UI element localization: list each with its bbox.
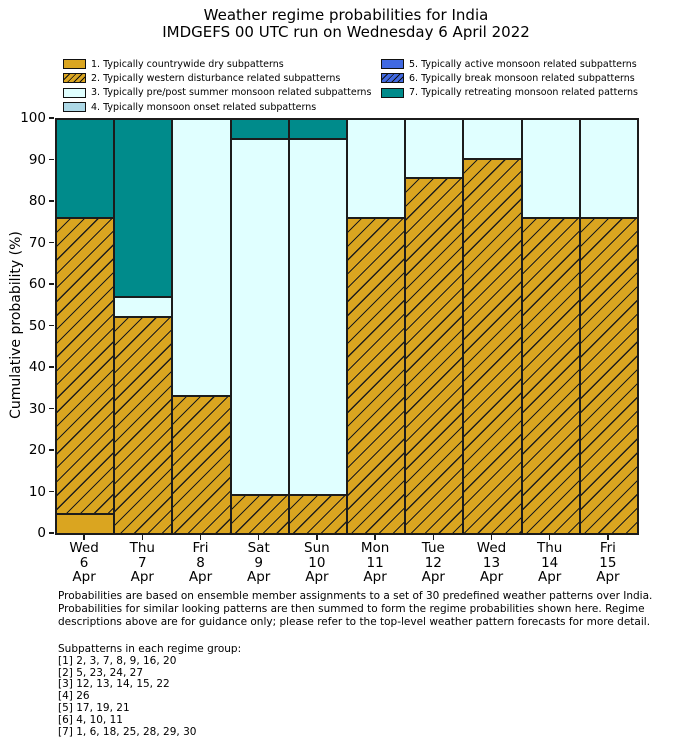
x-tick-label-line: 6 (79, 554, 89, 571)
y-tick-mark (49, 117, 55, 118)
legend-item-5 (381, 57, 637, 71)
x-tick-label-line: Apr (130, 569, 154, 585)
footnote-line: Probabilities for similar looking patterns are then summed to form the regime probabilities shown here. Regime (58, 603, 645, 615)
bar-segment-regime-7 (56, 119, 114, 218)
y-tick-mark (49, 283, 55, 284)
x-tick-label-line: Apr (363, 569, 387, 585)
legend-item-4 (63, 100, 316, 114)
x-tick-label-line: Mon (360, 540, 390, 556)
bar-segment-regime-3 (172, 119, 230, 396)
x-tick-label-line: 13 (482, 554, 501, 571)
x-tick-label-line: 11 (366, 554, 384, 571)
y-tick-label: 30 (28, 400, 46, 417)
bar-segment-regime-3 (347, 119, 405, 218)
bar-segment-regime-2 (114, 317, 172, 534)
x-tick-label-line: Apr (538, 569, 562, 585)
x-tick-label-line: 14 (541, 554, 559, 571)
legend-label: 5. Typically active monsoon related subpatterns (409, 58, 637, 70)
bar-sat-9-apr (231, 119, 289, 534)
legend-item-7 (381, 86, 638, 100)
x-tick-mark (200, 535, 201, 540)
bar-fri-8-apr (172, 119, 230, 534)
subpattern-item: [5] 17, 19, 21 (58, 701, 130, 714)
bar-sun-10-apr (289, 119, 347, 534)
bar-wed-13-apr (463, 119, 521, 534)
footnote-line: descriptions above are for guidance only; please refer to the top-level weather pattern forecasts for more detail. (58, 616, 651, 628)
subpattern-item: [1] 2, 3, 7, 8, 9, 16, 20 (58, 654, 177, 667)
bar-segment-regime-2 (522, 218, 580, 534)
legend-label: 7. Typically retreating monsoon related patterns (409, 87, 638, 99)
bar-segment-regime-7 (289, 119, 347, 139)
bar-fri-15-apr (580, 119, 638, 534)
x-tick-label-line: 10 (308, 554, 326, 571)
subpattern-item: [6] 4, 10, 11 (58, 713, 123, 726)
bar-segment-regime-3 (522, 119, 580, 218)
subpattern-item: [4] 26 (58, 690, 90, 703)
legend-swatch-regime-2 (63, 73, 86, 83)
bar-segment-regime-7 (231, 119, 289, 139)
x-tick-mark (491, 535, 492, 540)
x-tick-label-line: Apr (188, 569, 213, 585)
legend-swatch-regime-1 (63, 59, 86, 69)
y-tick-label: 40 (28, 359, 46, 375)
bar-segment-regime-3 (114, 297, 172, 317)
x-tick-label-line: 12 (424, 554, 442, 571)
x-tick-mark (549, 535, 550, 540)
bar-segment-regime-3 (580, 119, 638, 218)
y-tick-label: 80 (28, 193, 46, 209)
x-tick-label-line: Apr (72, 569, 96, 585)
chart-header (0, 7, 692, 41)
bar-segment-regime-2 (463, 159, 521, 534)
bar-tue-12-apr (405, 119, 463, 534)
x-tick-label-line: Fri (599, 540, 616, 556)
bar-segment-regime-3 (231, 139, 289, 495)
legend-label: 4. Typically monsoon onset related subpatterns (91, 101, 317, 113)
bar-segment-regime-7 (114, 119, 172, 297)
y-axis-label: Cumulative probability (%) (8, 231, 24, 419)
x-tick-label-line: 7 (138, 554, 147, 571)
y-tick-label: 50 (28, 317, 46, 334)
legend-swatch-regime-6 (381, 73, 404, 83)
bar-segment-regime-2 (172, 396, 230, 534)
y-tick-mark (49, 491, 55, 492)
x-tick-label-line: 15 (599, 554, 617, 571)
x-tick-label-line: Thu (129, 540, 155, 556)
bar-segment-regime-1 (56, 514, 114, 534)
x-tick-label-line: Sat (247, 540, 270, 556)
chart-title: Weather regime probabilities for India (203, 6, 489, 24)
x-tick-mark (258, 535, 259, 540)
legend-label: 1. Typically countrywide dry subpatterns (91, 58, 284, 70)
bar-wed-6-apr (56, 119, 114, 534)
subpattern-item: [7] 1, 6, 18, 25, 28, 29, 30 (58, 725, 197, 738)
x-tick-label-line: Tue (421, 540, 445, 556)
x-tick-label-line: Apr (421, 569, 445, 585)
y-tick-label: 90 (28, 151, 46, 168)
x-tick-label-line: 9 (254, 554, 263, 571)
legend-item-6 (381, 71, 635, 85)
y-tick-label: 10 (28, 483, 46, 500)
x-tick-label-line: Sun (304, 540, 330, 556)
x-tick-mark (433, 535, 434, 540)
y-tick-mark (49, 325, 55, 326)
y-tick-label: 60 (28, 276, 46, 292)
x-tick-label-line: Wed (69, 540, 99, 556)
bar-thu-14-apr (522, 119, 580, 534)
bar-segment-regime-2 (56, 218, 114, 514)
bar-segment-regime-3 (463, 119, 521, 159)
bar-thu-7-apr (114, 119, 172, 534)
subpattern-item: [2] 5, 23, 24, 27 (58, 666, 143, 679)
x-tick-mark (83, 535, 84, 540)
bar-segment-regime-2 (580, 218, 638, 534)
legend-swatch-regime-4 (63, 102, 86, 112)
y-tick-mark (49, 366, 55, 367)
footnote (58, 590, 658, 629)
y-tick-mark (49, 449, 55, 450)
subpatterns-list (58, 644, 458, 738)
y-tick-label: 0 (37, 525, 46, 541)
x-tick-label (573, 541, 643, 585)
x-tick-label-line: Fri (192, 540, 209, 556)
y-tick-mark (49, 532, 55, 533)
subpatterns-heading: Subpatterns in each regime group: (58, 643, 242, 655)
legend-label: 2. Typically western disturbance related subpatterns (91, 72, 341, 84)
bar-segment-regime-2 (405, 178, 463, 534)
legend-item-1 (63, 57, 284, 71)
y-tick-mark (49, 242, 55, 243)
x-tick-label-line: Apr (247, 569, 271, 585)
chart-subtitle: IMDGEFS 00 UTC run on Wednesday 6 April 2022 (162, 23, 530, 41)
x-tick-mark (607, 535, 608, 540)
y-tick-label: 20 (28, 442, 46, 458)
legend-label: 3. Typically pre/post summer monsoon related subpatterns (91, 87, 372, 99)
x-tick-label-line: Apr (479, 569, 504, 585)
bar-segment-regime-3 (405, 119, 463, 178)
x-tick-label-line: Apr (596, 569, 620, 585)
x-tick-mark (374, 535, 375, 540)
bar-segment-regime-2 (231, 495, 289, 535)
y-tick-mark (49, 159, 55, 160)
y-tick-mark (49, 200, 55, 201)
x-tick-label-line: Wed (476, 540, 507, 556)
plot-area (55, 118, 639, 535)
bar-mon-11-apr (347, 119, 405, 534)
legend-swatch-regime-3 (63, 88, 86, 98)
y-tick-label: 70 (28, 234, 46, 251)
subpattern-item: [3] 12, 13, 14, 15, 22 (58, 678, 170, 691)
x-tick-mark (142, 535, 143, 540)
legend-swatch-regime-5 (381, 59, 404, 69)
legend-swatch-regime-7 (381, 88, 404, 98)
bar-segment-regime-2 (347, 218, 405, 534)
legend-item-2 (63, 71, 340, 85)
x-tick-label-line: 8 (196, 554, 205, 571)
y-tick-label: 100 (20, 110, 46, 126)
x-tick-mark (316, 535, 317, 540)
x-tick-label-line: Apr (305, 569, 329, 585)
legend-item-3 (63, 86, 371, 100)
y-tick-mark (49, 408, 55, 409)
legend-label: 6. Typically break monsoon related subpatterns (409, 72, 635, 84)
bar-segment-regime-2 (289, 495, 347, 535)
footnote-line: Probabilities are based on ensemble member assignments to a set of 30 predefined weather patterns over India. (58, 590, 653, 602)
x-tick-label-line: Thu (537, 540, 563, 556)
bar-segment-regime-3 (289, 139, 347, 495)
